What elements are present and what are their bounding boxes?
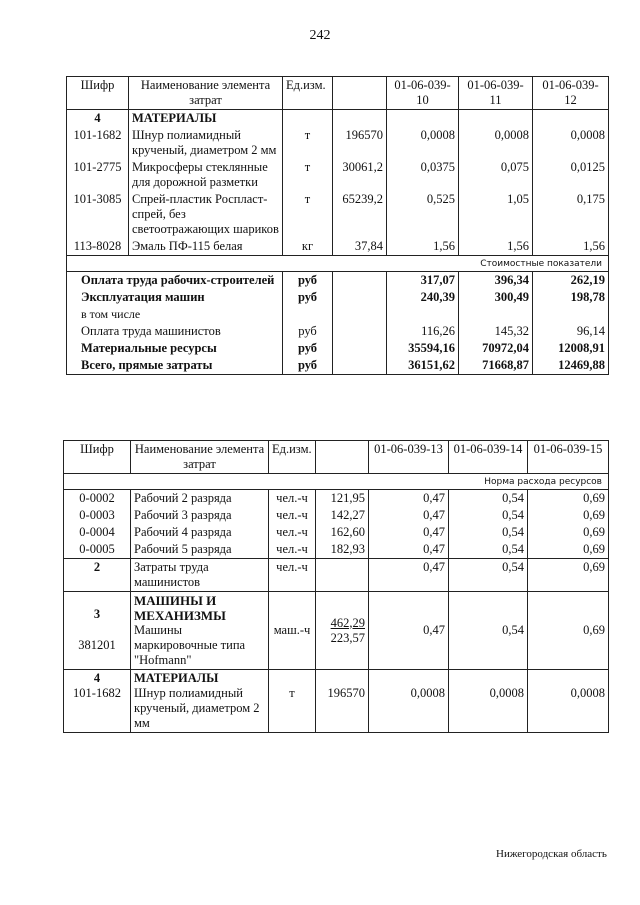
header-code: Шифр <box>67 77 129 110</box>
header-code: Шифр <box>64 441 131 474</box>
resource-table-1 <box>66 76 609 375</box>
row-name: Микросферы стеклянные для дорожной разметки <box>129 159 283 191</box>
row-name: Эмаль ПФ-115 белая <box>129 238 283 256</box>
row-name: Спрей-пластик Роспласт-спрей, без светоотражающих шариков <box>129 191 283 238</box>
header-col-11: 01-06-039- 11 <box>459 77 533 110</box>
table-row <box>67 238 609 256</box>
row-value-15: 0,69 <box>528 541 609 559</box>
row-value-10: 0,525 <box>387 191 459 238</box>
row-price: 196570 <box>333 127 387 159</box>
row-name <box>131 670 269 733</box>
row-code: 101-2775 <box>67 159 129 191</box>
row-value-15: 0,0008 <box>528 670 609 733</box>
header-col-13: 01-06-039-13 <box>369 441 449 474</box>
table-row <box>67 191 609 238</box>
row-price: 37,84 <box>333 238 387 256</box>
cost-value-12: 12469,88 <box>533 357 609 375</box>
cost-name: Материальные ресурсы <box>67 340 283 357</box>
table-header-row <box>67 77 609 110</box>
row-code: 0-0004 <box>64 524 131 541</box>
cost-value-12: 262,19 <box>533 272 609 290</box>
row-code: 2 <box>64 559 131 592</box>
row-value-14: 0,54 <box>449 524 528 541</box>
row-value-15: 0,69 <box>528 559 609 592</box>
row-unit: чел.-ч <box>269 507 316 524</box>
row-unit: чел.-ч <box>269 490 316 508</box>
row-unit: маш.-ч <box>269 592 316 670</box>
row-value-13: 0,0008 <box>369 670 449 733</box>
footer-region: Нижегородская область <box>496 848 607 860</box>
row-value-13: 0,47 <box>369 524 449 541</box>
row-value-15: 0,69 <box>528 490 609 508</box>
row-value-14: 0,54 <box>449 559 528 592</box>
section-title: МАШИНЫ И МЕХАНИЗМЫ <box>134 593 226 623</box>
row-value-13: 0,47 <box>369 490 449 508</box>
row-unit: кг <box>283 238 333 256</box>
table-row <box>64 524 609 541</box>
row-price: 196570 <box>316 670 369 733</box>
row-name <box>131 592 269 670</box>
section-code: 4 <box>93 671 101 685</box>
row-value-11: 1,05 <box>459 191 533 238</box>
row-value-13: 0,47 <box>369 541 449 559</box>
row-value-14: 0,54 <box>449 541 528 559</box>
cost-value-11: 145,32 <box>459 323 533 340</box>
table-row <box>64 541 609 559</box>
row-value-15: 0,69 <box>528 524 609 541</box>
header-unit: Ед.изм. <box>269 441 316 474</box>
header-col-12: 01-06-039- 12 <box>533 77 609 110</box>
section-code: 3 <box>93 607 101 621</box>
cost-value-10: 317,07 <box>387 272 459 290</box>
norm-label: Норма расхода ресурсов <box>64 474 609 490</box>
header-unit: Ед.изм. <box>283 77 333 110</box>
row-name: Шнур полиамидный крученый, диаметром 2 мм <box>129 127 283 159</box>
header-name: Наименование элемента затрат <box>129 77 283 110</box>
norm-label-row <box>64 474 609 490</box>
row-unit: т <box>269 670 316 733</box>
row-value-10: 1,56 <box>387 238 459 256</box>
cost-name: в том числе <box>67 306 283 323</box>
section-title: МАТЕРИАЛЫ <box>129 110 283 128</box>
row-value-15: 0,69 <box>528 507 609 524</box>
cost-indicators-label: Стоимостные показатели <box>67 256 609 272</box>
cost-indicators-label-row <box>67 256 609 272</box>
header-price <box>316 441 369 474</box>
row-price: 30061,2 <box>333 159 387 191</box>
table-row <box>67 159 609 191</box>
section-row-materials <box>67 110 609 128</box>
cost-row <box>67 289 609 306</box>
machinist-labor-row <box>64 559 609 592</box>
cost-row <box>67 323 609 340</box>
row-name: Затраты труда машинистов <box>131 559 269 592</box>
cost-row <box>67 306 609 323</box>
cost-name: Оплата труда рабочих-строителей <box>67 272 283 290</box>
row-value-10: 0,0008 <box>387 127 459 159</box>
machine-name: Машины маркировочные типа "Hofmann" <box>134 623 246 667</box>
header-col-14: 01-06-039-14 <box>449 441 528 474</box>
row-value-15: 0,69 <box>528 592 609 670</box>
row-unit: чел.-ч <box>269 541 316 559</box>
table-header-row <box>64 441 609 474</box>
row-value-14: 0,54 <box>449 507 528 524</box>
material-name: Шнур полиамидный крученый, диаметром 2 мм <box>134 686 260 730</box>
cost-row <box>67 340 609 357</box>
table-row <box>67 127 609 159</box>
row-code: 101-3085 <box>67 191 129 238</box>
row-unit: чел.-ч <box>269 559 316 592</box>
cost-value-12: 96,14 <box>533 323 609 340</box>
cost-value-11: 300,49 <box>459 289 533 306</box>
row-value-12: 0,175 <box>533 191 609 238</box>
row-unit: т <box>283 191 333 238</box>
cost-unit: руб <box>283 323 333 340</box>
cost-unit: руб <box>283 340 333 357</box>
cost-value-10: 35594,16 <box>387 340 459 357</box>
materials-row <box>64 670 609 733</box>
cost-row-total <box>67 357 609 375</box>
cost-value-10: 36151,62 <box>387 357 459 375</box>
row-code <box>64 670 131 733</box>
row-value-14: 0,0008 <box>449 670 528 733</box>
row-price: 142,27 <box>316 507 369 524</box>
row-value-13: 0,47 <box>369 592 449 670</box>
cost-unit: руб <box>283 289 333 306</box>
row-name: Рабочий 5 разряда <box>131 541 269 559</box>
row-price: 65239,2 <box>333 191 387 238</box>
header-col-10: 01-06-039- 10 <box>387 77 459 110</box>
row-code: 113-8028 <box>67 238 129 256</box>
row-value-13: 0,47 <box>369 559 449 592</box>
row-value-14: 0,54 <box>449 592 528 670</box>
row-unit: т <box>283 159 333 191</box>
cost-value-11: 71668,87 <box>459 357 533 375</box>
row-price: 162,60 <box>316 524 369 541</box>
row-name: Рабочий 4 разряда <box>131 524 269 541</box>
price-bottom: 223,57 <box>330 630 365 645</box>
cost-row <box>67 272 609 290</box>
page-number: 242 <box>309 28 331 43</box>
row-value-13: 0,47 <box>369 507 449 524</box>
cost-value-12: 198,78 <box>533 289 609 306</box>
row-code: 0-0002 <box>64 490 131 508</box>
cost-value-11: 396,34 <box>459 272 533 290</box>
cost-value-11: 70972,04 <box>459 340 533 357</box>
material-code: 101-1682 <box>73 686 121 700</box>
header-price <box>333 77 387 110</box>
row-value-11: 0,0008 <box>459 127 533 159</box>
cost-name: Эксплуатация машин <box>67 289 283 306</box>
row-value-11: 1,56 <box>459 238 533 256</box>
section-code: 4 <box>67 110 129 128</box>
price-top: 462,29 <box>330 615 365 630</box>
row-code: 101-1682 <box>67 127 129 159</box>
header-name: Наименование элемента затрат <box>131 441 269 474</box>
row-price <box>316 559 369 592</box>
row-code: 0-0003 <box>64 507 131 524</box>
row-value-14: 0,54 <box>449 490 528 508</box>
row-price: 182,93 <box>316 541 369 559</box>
row-value-11: 0,075 <box>459 159 533 191</box>
resource-table-2 <box>63 440 609 733</box>
row-value-10: 0,0375 <box>387 159 459 191</box>
row-code: 0-0005 <box>64 541 131 559</box>
row-code <box>64 592 131 670</box>
header-col-15: 01-06-039-15 <box>528 441 609 474</box>
cost-value-10: 240,39 <box>387 289 459 306</box>
row-unit: т <box>283 127 333 159</box>
row-value-12: 1,56 <box>533 238 609 256</box>
cost-value-10: 116,26 <box>387 323 459 340</box>
cost-name: Всего, прямые затраты <box>67 357 283 375</box>
row-name: Рабочий 2 разряда <box>131 490 269 508</box>
cost-unit: руб <box>283 357 333 375</box>
row-unit: чел.-ч <box>269 524 316 541</box>
table-row <box>64 490 609 508</box>
row-value-12: 0,0125 <box>533 159 609 191</box>
table-row <box>64 507 609 524</box>
section-title: МАТЕРИАЛЫ <box>134 671 219 685</box>
machines-row <box>64 592 609 670</box>
cost-name: Оплата труда машинистов <box>67 323 283 340</box>
row-value-12: 0,0008 <box>533 127 609 159</box>
row-name: Рабочий 3 разряда <box>131 507 269 524</box>
cost-value-12: 12008,91 <box>533 340 609 357</box>
cost-unit: руб <box>283 272 333 290</box>
row-price <box>316 592 369 670</box>
machine-code: 381201 <box>78 638 116 652</box>
row-price: 121,95 <box>316 490 369 508</box>
